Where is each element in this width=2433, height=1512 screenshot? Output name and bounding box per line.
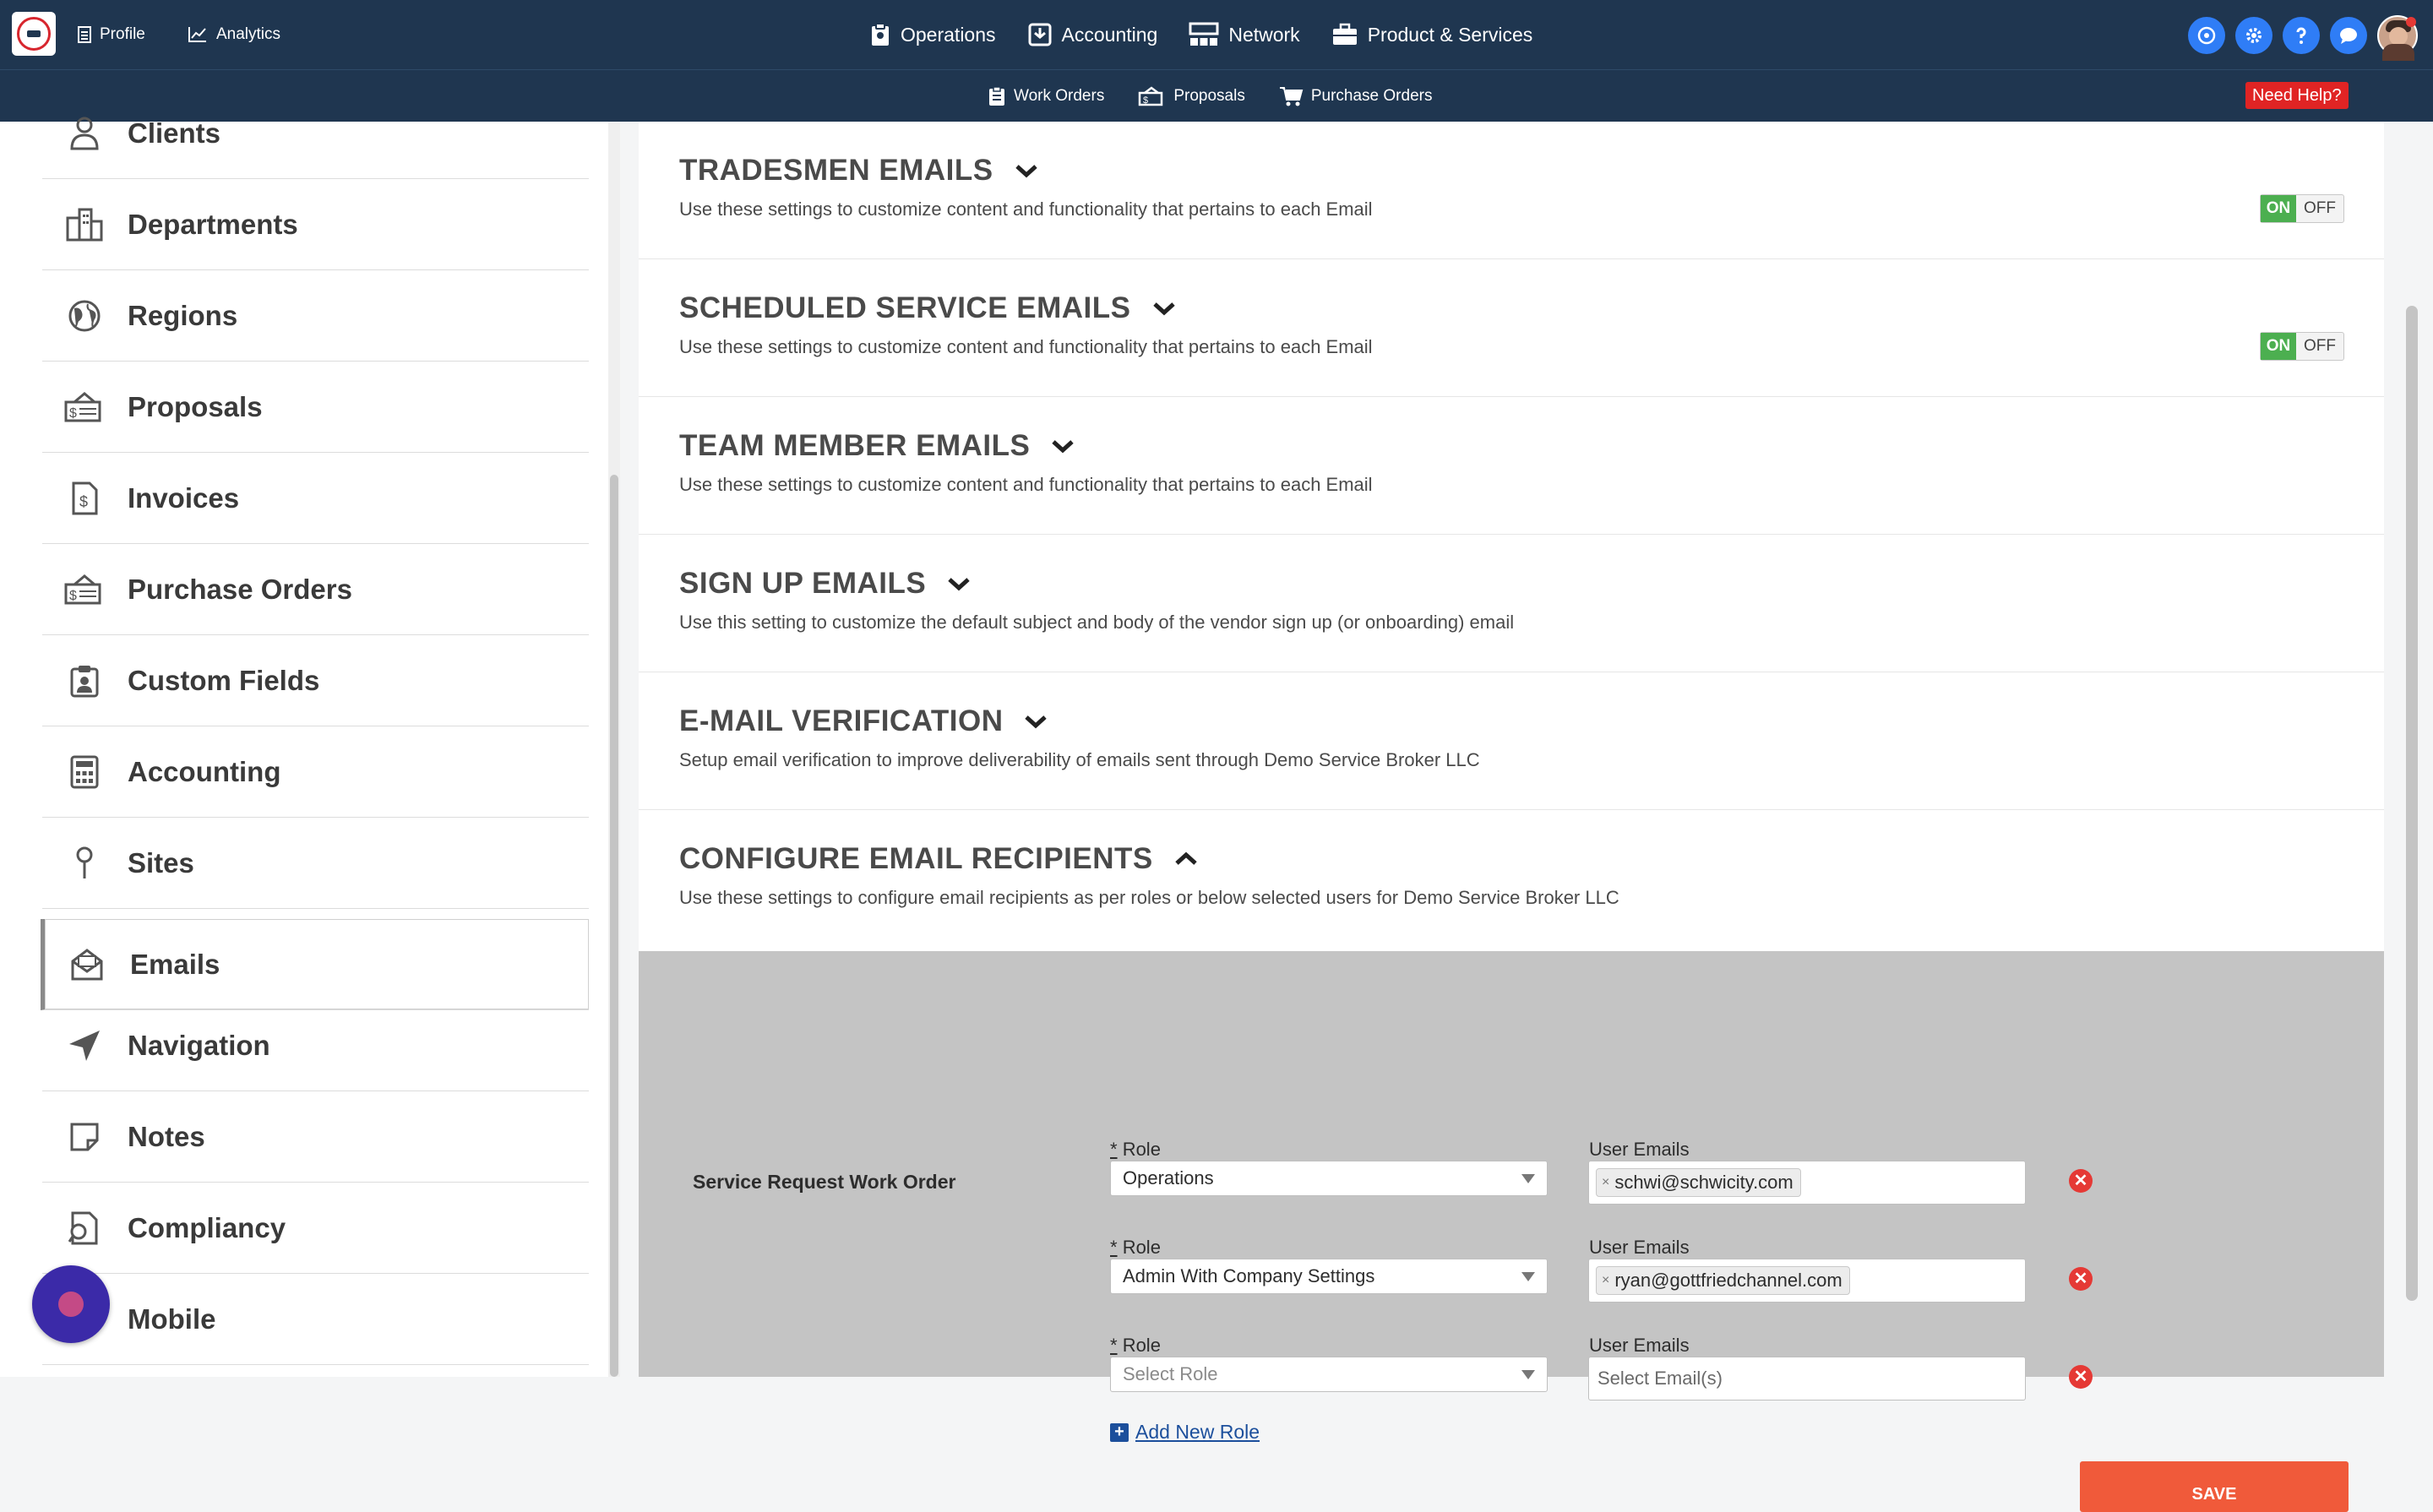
role-label-text: Role xyxy=(1122,1139,1161,1160)
work-order-type-label: Service Request Work Order xyxy=(693,1171,956,1193)
nav-product-services[interactable] xyxy=(1332,24,1533,46)
notification-dot xyxy=(2406,17,2416,27)
sidebar-item-emails[interactable] xyxy=(41,919,589,1010)
email-tag xyxy=(1596,1266,1850,1295)
utility-buttons xyxy=(2188,15,2418,56)
clipboard-icon xyxy=(870,23,890,46)
chevron-down-icon[interactable] xyxy=(946,575,972,592)
section-header[interactable] xyxy=(679,567,972,601)
svg-text:$: $ xyxy=(1143,95,1149,106)
save-button[interactable]: SAVE xyxy=(2080,1461,2349,1512)
sidebar-item-departments[interactable] xyxy=(42,179,589,270)
subnav-proposals[interactable] xyxy=(1138,86,1245,106)
user-emails-input[interactable] xyxy=(1588,1259,2026,1303)
sidebar-item-label: Departments xyxy=(128,208,298,240)
compliance-icon xyxy=(66,1210,103,1247)
target-icon[interactable] xyxy=(2188,17,2225,54)
user-avatar[interactable] xyxy=(2377,15,2418,56)
sidebar-item-label: Compliancy xyxy=(128,1211,286,1243)
chevron-down-icon[interactable] xyxy=(1050,438,1075,454)
nav-analytics-label: Analytics xyxy=(216,25,281,43)
nav-network[interactable] xyxy=(1189,23,1299,46)
sidebar-item-label: Purchase Orders xyxy=(128,573,352,605)
network-icon xyxy=(1189,23,1218,46)
subnav-purchase-orders-label: Purchase Orders xyxy=(1310,87,1433,105)
role-label xyxy=(1110,1237,1161,1259)
sidebar-item-clients[interactable] xyxy=(42,88,589,179)
gear-icon[interactable] xyxy=(2235,17,2272,54)
plus-square-icon: + xyxy=(1110,1423,1129,1442)
role-select[interactable] xyxy=(1110,1259,1548,1294)
section-email-verification xyxy=(639,672,2384,810)
section-title: E-MAIL VERIFICATION xyxy=(679,704,1004,737)
section-team-member-emails xyxy=(639,397,2384,535)
logo-emblem xyxy=(17,17,51,51)
toggle-on[interactable]: ON xyxy=(2261,333,2296,360)
briefcase-icon xyxy=(1332,24,1358,46)
dropdown-arrow-icon xyxy=(1521,1174,1535,1183)
sidebar-item-label: Clients xyxy=(128,117,221,149)
sidebar-item-mobile[interactable] xyxy=(42,1274,589,1365)
sidebar-item-navigation[interactable] xyxy=(42,1000,589,1091)
sidebar-item-label: Notes xyxy=(128,1120,205,1152)
user-emails-input[interactable] xyxy=(1588,1161,2026,1205)
nav-operations[interactable] xyxy=(870,23,996,46)
required-mark: * xyxy=(1110,1139,1118,1160)
need-help-button[interactable]: Need Help? xyxy=(2245,82,2349,109)
sidebar-item-label: Sites xyxy=(128,846,194,878)
sidebar-item-proposals[interactable] xyxy=(42,362,589,453)
user-emails-label: User Emails xyxy=(1589,1335,1690,1356)
role-select[interactable] xyxy=(1110,1357,1548,1392)
sidebar-item-label: Invoices xyxy=(128,481,240,514)
note-icon xyxy=(66,1118,103,1156)
user-icon xyxy=(66,115,103,152)
sidebar-item-custom-fields[interactable] xyxy=(42,635,589,726)
subnav-proposals-label: Proposals xyxy=(1173,87,1245,105)
section-tradesmen-emails xyxy=(639,122,2384,259)
user-emails-label: User Emails xyxy=(1589,1237,1690,1258)
section-description: Use this setting to customize the default subject and body of the vendor sign up (or onboarding) email xyxy=(679,612,1515,633)
section-header[interactable] xyxy=(679,154,1039,188)
toggle-on[interactable]: ON xyxy=(2261,195,2296,222)
dropdown-arrow-icon xyxy=(1521,1272,1535,1281)
purchase-order-icon xyxy=(66,571,103,608)
section-description: Setup email verification to improve deliverability of emails sent through Demo Service Broker LLC xyxy=(679,749,1480,770)
proposal-icon xyxy=(66,389,103,426)
sidebar-item-label: Proposals xyxy=(128,390,263,422)
pin-icon xyxy=(66,845,103,882)
sidebar-item-notes[interactable] xyxy=(42,1091,589,1183)
scheduled-service-emails-toggle[interactable] xyxy=(2260,332,2344,361)
section-title: TEAM MEMBER EMAILS xyxy=(679,429,1031,462)
tradesmen-emails-toggle[interactable] xyxy=(2260,194,2344,223)
role-select-value: Admin With Company Settings xyxy=(1123,1265,1375,1286)
sidebar-scrollbar[interactable] xyxy=(608,122,620,1377)
sidebar-item-label: Emails xyxy=(130,948,220,980)
svg-text:$: $ xyxy=(69,588,77,603)
email-tag xyxy=(1596,1168,1801,1197)
user-emails-placeholder: Select Email(s) xyxy=(1598,1368,1723,1389)
add-new-role-label: Add New Role xyxy=(1135,1421,1260,1443)
sidebar-item-label: Regions xyxy=(128,299,238,331)
section-description: Use these settings to customize content and functionality that pertains to each Email xyxy=(679,199,1373,220)
building-icon xyxy=(66,206,103,243)
sidebar-item-sites[interactable] xyxy=(42,818,589,909)
subnav-work-orders[interactable] xyxy=(988,86,1104,106)
top-navigation-bar xyxy=(0,0,2433,69)
nav-operations-label: Operations xyxy=(901,23,996,46)
globe-icon xyxy=(66,297,103,334)
section-header[interactable] xyxy=(679,429,1075,463)
delete-row-icon[interactable]: ✕ xyxy=(2069,1365,2093,1389)
nav-accounting-label: Accounting xyxy=(1061,23,1158,46)
role-label xyxy=(1110,1139,1161,1161)
main-scrollbar-thumb[interactable] xyxy=(2406,306,2418,1301)
clipboard-icon xyxy=(988,86,1005,106)
toggle-off[interactable]: OFF xyxy=(2304,199,2336,217)
nav-network-label: Network xyxy=(1228,23,1300,46)
sidebar-item-purchase-orders[interactable] xyxy=(42,544,589,635)
section-header[interactable] xyxy=(679,842,1199,876)
section-description: Use these settings to customize content and functionality that pertains to each Email xyxy=(679,474,1373,495)
email-tag-label: ryan@gottfriedchannel.com xyxy=(1614,1270,1842,1291)
email-recipients-panel xyxy=(639,951,2384,1504)
role-label-text: Role xyxy=(1122,1237,1161,1258)
sidebar-item-label: Accounting xyxy=(128,755,281,787)
sidebar-item-invoices[interactable] xyxy=(42,453,589,544)
calculator-icon xyxy=(66,753,103,791)
delete-row-icon[interactable]: ✕ xyxy=(2069,1169,2093,1193)
mail-open-icon xyxy=(68,946,106,983)
subnav-work-orders-label: Work Orders xyxy=(1014,87,1105,105)
main-navigation xyxy=(870,0,1532,69)
proposal-icon xyxy=(1138,86,1165,106)
nav-analytics[interactable] xyxy=(188,0,280,69)
section-scheduled-service-emails xyxy=(639,259,2384,397)
section-sign-up-emails xyxy=(639,535,2384,672)
add-new-role-link[interactable] xyxy=(1110,1421,1260,1444)
role-select-value: Operations xyxy=(1123,1167,1214,1188)
question-icon[interactable] xyxy=(2283,17,2320,54)
section-description: Use these settings to customize content and functionality that pertains to each Email xyxy=(679,336,1373,357)
section-header[interactable] xyxy=(679,291,1177,325)
cart-icon xyxy=(1279,86,1303,106)
chevron-down-icon[interactable] xyxy=(1023,713,1048,730)
section-title: CONFIGURE EMAIL RECIPIENTS xyxy=(679,842,1153,875)
role-select[interactable] xyxy=(1110,1161,1548,1196)
delete-row-icon[interactable]: ✕ xyxy=(2069,1267,2093,1291)
svg-text:$: $ xyxy=(79,492,89,510)
section-title: SIGN UP EMAILS xyxy=(679,567,927,600)
section-header[interactable] xyxy=(679,704,1048,738)
required-mark: * xyxy=(1110,1237,1118,1258)
toggle-off[interactable]: OFF xyxy=(2304,337,2336,355)
required-mark: * xyxy=(1110,1335,1118,1356)
sidebar-scrollbar-thumb[interactable] xyxy=(610,475,618,1377)
ledger-icon xyxy=(1028,23,1052,46)
email-settings-content xyxy=(639,122,2384,1504)
sidebar-item-label: Mobile xyxy=(128,1303,216,1335)
nav-accounting[interactable] xyxy=(1028,23,1158,46)
main-scrollbar[interactable] xyxy=(2398,122,2433,1377)
chat-icon[interactable] xyxy=(2330,17,2367,54)
sidebar-item-compliancy[interactable] xyxy=(42,1183,589,1274)
nav-profile-label: Profile xyxy=(100,25,145,43)
profile-card-icon xyxy=(78,26,91,43)
subnav-purchase-orders[interactable] xyxy=(1279,86,1433,106)
clipboard-user-icon xyxy=(66,662,103,699)
chevron-down-icon[interactable] xyxy=(1151,300,1177,317)
svg-text:$: $ xyxy=(69,405,77,421)
role-label-text: Role xyxy=(1122,1335,1161,1356)
nav-product-services-label: Product & Services xyxy=(1367,23,1533,46)
invoice-icon xyxy=(66,480,103,517)
user-emails-input[interactable] xyxy=(1588,1357,2026,1401)
dropdown-arrow-icon xyxy=(1521,1370,1535,1379)
chart-line-icon xyxy=(188,26,208,43)
sidebar-item-regions[interactable] xyxy=(42,270,589,362)
chevron-up-icon[interactable] xyxy=(1173,851,1199,867)
sidebar-item-label: Navigation xyxy=(128,1029,270,1061)
section-description: Use these settings to configure email recipients as per roles or below selected users for Demo Service Broker LLC xyxy=(679,887,1619,908)
settings-sidebar xyxy=(0,117,608,1377)
sidebar-item-label: Custom Fields xyxy=(128,664,320,696)
nav-profile[interactable] xyxy=(78,0,145,69)
email-tag-label: schwi@schwicity.com xyxy=(1614,1172,1793,1193)
sidebar-item-accounting[interactable] xyxy=(42,726,589,818)
chevron-down-icon[interactable] xyxy=(1014,162,1039,179)
remove-tag-icon[interactable]: × xyxy=(1602,1175,1610,1189)
location-arrow-icon xyxy=(66,1027,103,1064)
company-logo[interactable] xyxy=(12,12,56,56)
remove-tag-icon[interactable]: × xyxy=(1602,1273,1610,1287)
section-configure-email-recipients xyxy=(639,810,2384,948)
chat-widget-button[interactable] xyxy=(32,1265,110,1343)
user-emails-label: User Emails xyxy=(1589,1139,1690,1160)
section-title: SCHEDULED SERVICE EMAILS xyxy=(679,291,1131,324)
role-label xyxy=(1110,1335,1161,1357)
role-select-placeholder: Select Role xyxy=(1123,1363,1218,1384)
section-title: TRADESMEN EMAILS xyxy=(679,154,993,187)
